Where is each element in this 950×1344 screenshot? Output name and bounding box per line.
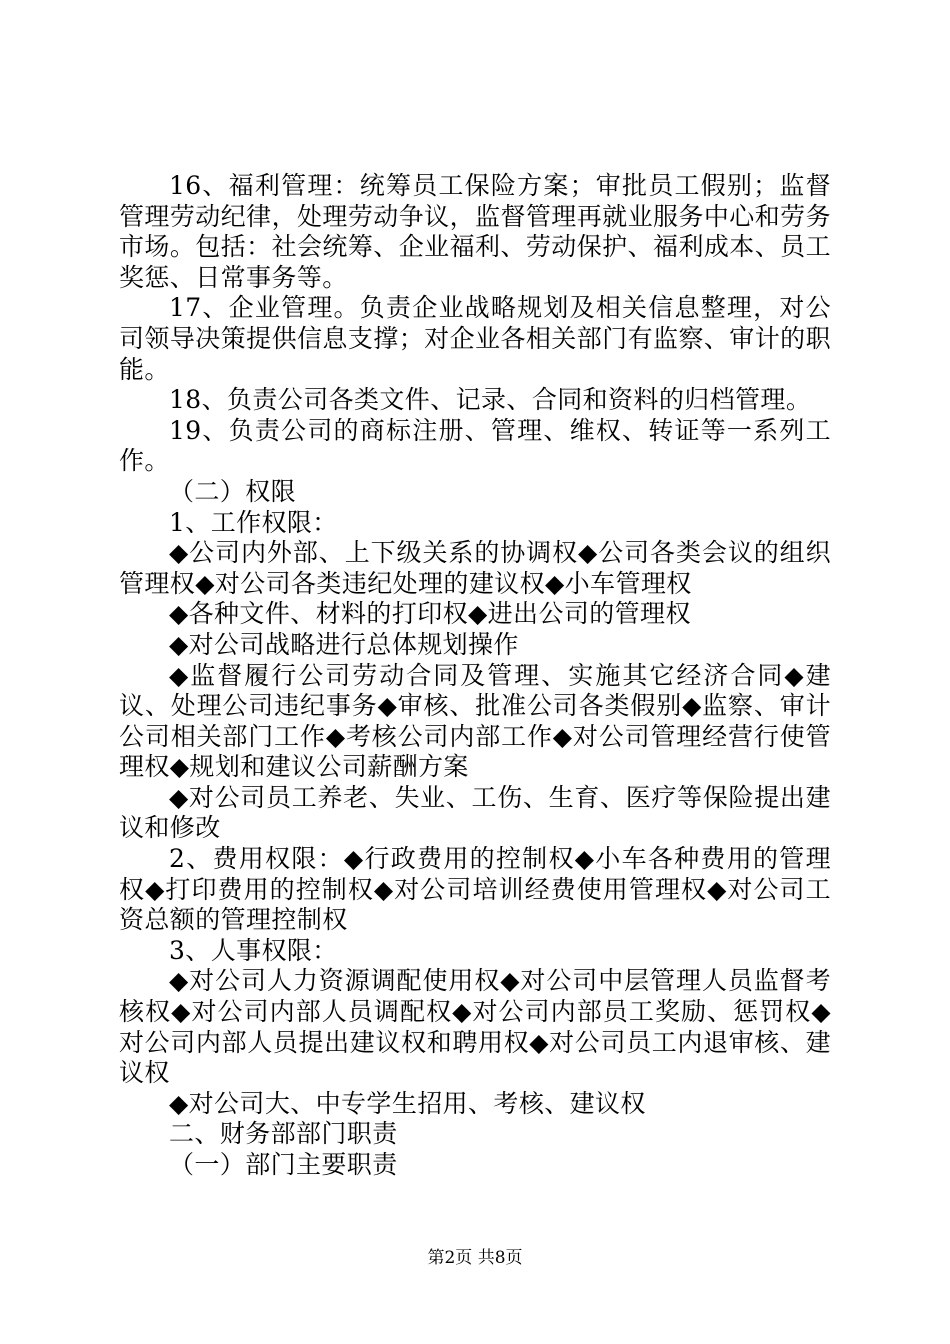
paragraph: 1、工作权限： [169, 507, 338, 537]
paragraph: 18、负责公司各类文件、记录、合同和资料的归档管理。 [169, 385, 812, 415]
section-heading: （一）部门主要职责 [169, 1150, 398, 1179]
paragraph: ◆对公司员工养老、失业、工伤、生育、医疗等保险提出建议和修改 [119, 782, 831, 843]
paragraph: ◆对公司人力资源调配使用权◆对公司中层管理人员监督考核权◆对公司内部人员调配权◆对公司内部员工奖励、惩罚权◆对公司内部人员提出建议权和聘用权◆对公司员工内退审核、建议权 [119, 966, 831, 1088]
paragraph: 17、企业管理。负责企业战略规划及相关信息整理，对公司领导决策提供信息支撑；对企业各相关部门有监察、审计的职能。 [119, 293, 831, 384]
page-footer: 第2页 共8页 [427, 1248, 523, 1268]
paragraph: ◆对公司大、中专学生招用、考核、建议权 [169, 1088, 646, 1118]
paragraph: ◆对公司战略进行总体规划操作 [169, 629, 519, 659]
paragraph: 16、福利管理：统筹员工保险方案；审批员工假别；监督管理劳动纪律，处理劳动争议，监督管理再就业服务中心和劳务市场。包括：社会统筹、企业福利、劳动保护、福利成本、员工奖惩、日常事务等。 [119, 171, 831, 292]
section-heading: 二、财务部部门职责 [169, 1119, 398, 1149]
document-body [119, 171, 831, 1181]
paragraph: 19、负责公司的商标注册、管理、维权、转证等一系列工作。 [119, 415, 831, 476]
paragraph: ◆公司内外部、上下级关系的协调权◆公司各类会议的组织管理权◆对公司各类违纪处理的建议权◆小车管理权 [119, 538, 831, 598]
paragraph: 2、费用权限：◆行政费用的控制权◆小车各种费用的管理权◆打印费用的控制权◆对公司培训经费使用管理权◆对公司工资总额的管理控制权 [119, 844, 831, 935]
paragraph: 3、人事权限： [169, 935, 338, 965]
paragraph: ◆监督履行公司劳动合同及管理、实施其它经济合同◆建议、处理公司违纪事务◆审核、批准公司各类假别◆监察、审计公司相关部门工作◆考核公司内部工作◆对公司管理经营行使管理权◆规划和建议公司薪酬方案 [119, 660, 831, 782]
paragraph: ◆各种文件、材料的打印权◆进出公司的管理权 [169, 599, 691, 629]
section-heading: （二）权限 [169, 476, 297, 506]
